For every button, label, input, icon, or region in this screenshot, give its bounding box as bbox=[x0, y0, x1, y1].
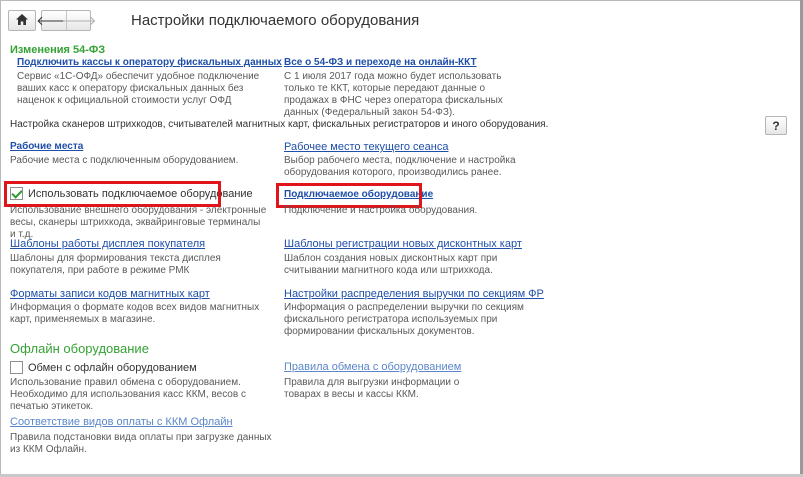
home-icon bbox=[16, 14, 28, 28]
exchange-rules-link[interactable]: Правила обмена с оборудованием bbox=[284, 361, 462, 373]
offline-exchange-label: Обмен с офлайн оборудованием bbox=[28, 361, 197, 374]
offline-exchange-checkbox-row[interactable] bbox=[10, 361, 197, 374]
navigation-buttons bbox=[36, 10, 97, 31]
help-button[interactable]: ? bbox=[765, 116, 787, 135]
fz54-heading: Изменения 54-ФЗ bbox=[10, 44, 106, 56]
home-button[interactable] bbox=[8, 10, 36, 31]
arrow-right-icon: 🡒 bbox=[61, 13, 97, 28]
page-title: Настройки подключаемого оборудования bbox=[131, 12, 420, 29]
exchange-rules-description: Правила для выгрузки информации о товарах в весы и кассы ККМ. bbox=[284, 377, 460, 400]
connect-ofd-link[interactable]: Подключить кассы к оператору фискальных данных bbox=[17, 57, 282, 68]
revenue-distribution-description: Информация о распределении выручки по секциям фискального регистратора используемых при формировании фискальных документов. bbox=[284, 302, 524, 337]
current-session-description: Выбор рабочего места, подключение и настройка оборудования которого, производились ранее. bbox=[284, 155, 516, 178]
discount-templates-link[interactable]: Шаблоны регистрации новых дисконтных карт bbox=[284, 238, 522, 250]
offline-exchange-description: Использование правил обмена с оборудованием. Необходимо для использования касс ККМ, весов с печатью этикеток. bbox=[10, 377, 246, 412]
connect-ofd-description: Сервис «1С-ОФД» обеспечит удобное подключение ваших касс к оператору фискальных данных без наценок к официальной стоимости услуг ОФД bbox=[17, 71, 260, 106]
current-session-link[interactable]: Рабочее место текущего сеанса bbox=[284, 141, 449, 153]
payment-types-description: Правила подстановки вида оплаты при загрузке данных из ККМ Офлайн. bbox=[10, 432, 272, 455]
workplaces-description: Рабочие места с подключенным оборудованием. bbox=[10, 155, 239, 166]
intro-text: Настройка сканеров штрихкодов, считывателей магнитных карт, фискальных регистраторов и иного оборудования. bbox=[10, 119, 549, 130]
offline-heading: Офлайн оборудование bbox=[10, 341, 149, 356]
display-templates-link[interactable]: Шаблоны работы дисплея покупателя bbox=[10, 238, 206, 250]
fz54-info-link[interactable]: Все о 54-ФЗ и переходе на онлайн-ККТ bbox=[284, 57, 477, 68]
connected-equipment-link[interactable]: Подключаемое оборудование bbox=[284, 189, 434, 200]
use-equipment-label: Использовать подключаемое оборудование bbox=[28, 187, 253, 200]
workplaces-link[interactable]: Рабочие места bbox=[10, 141, 84, 152]
magcard-formats-description: Информация о формате кодов всех видов магнитных карт, применяемых в магазине. bbox=[10, 302, 260, 325]
offline-exchange-checkbox[interactable] bbox=[10, 361, 23, 374]
arrow-left-icon: 🡐 bbox=[36, 13, 71, 28]
forward-button[interactable] bbox=[61, 11, 97, 30]
payment-types-link[interactable]: Соответствие видов оплаты с ККМ Офлайн bbox=[10, 416, 233, 428]
highlight-box-use-equipment bbox=[4, 181, 221, 207]
display-templates-description: Шаблоны для формирования текста дисплея покупателя, при работе в режиме РМК bbox=[10, 253, 221, 276]
fz54-info-description: С 1 июля 2017 года можно будет использовать только те ККТ, которые передают данные о продажах в ФНС через оператора фискальных данных (Федеральный закон 54-ФЗ). bbox=[284, 71, 503, 118]
use-equipment-description: Использование внешнего оборудования - электронные весы, сканеры штрихкода, эквайринговые терминалы и т.д. bbox=[10, 205, 267, 240]
discount-templates-description: Шаблон создания новых дисконтных карт при считывании магнитного кода или штрихкода. bbox=[284, 253, 498, 276]
revenue-distribution-link[interactable]: Настройки распределения выручки по секциям ФР bbox=[284, 288, 544, 300]
connected-equipment-description: Подключение и настройка оборудования. bbox=[284, 205, 478, 216]
magcard-formats-link[interactable]: Форматы записи кодов магнитных карт bbox=[10, 288, 210, 300]
